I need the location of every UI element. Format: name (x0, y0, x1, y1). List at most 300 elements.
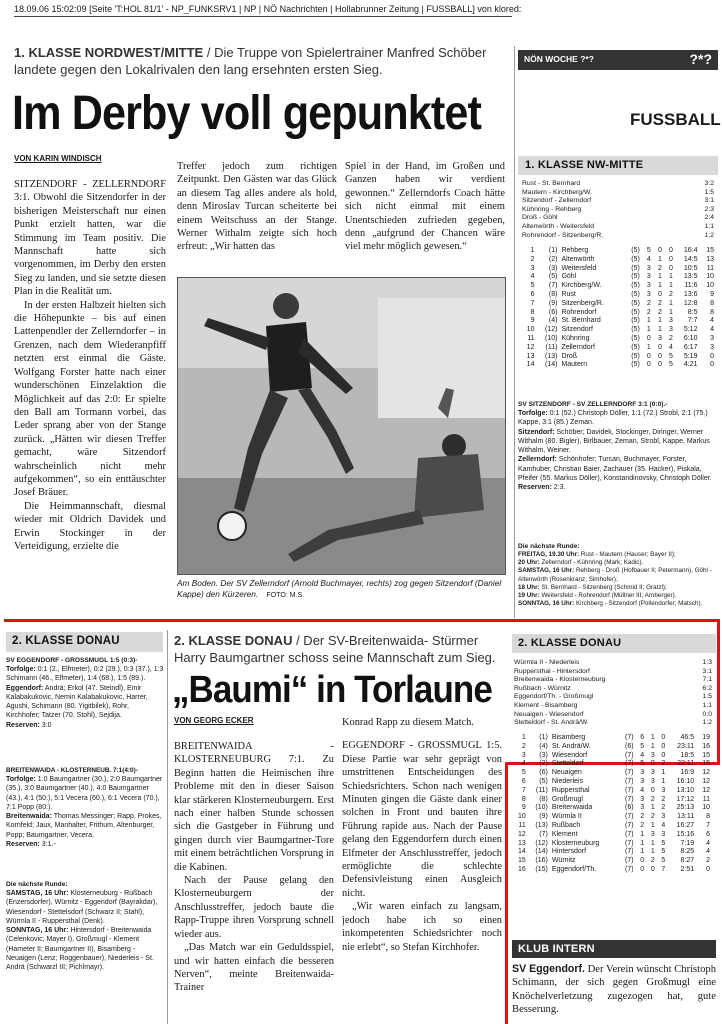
table-cell-team: Niederleis (551, 777, 583, 785)
table-cell-prev-rank: (1) (539, 734, 548, 741)
table-cell-rank: 16 (518, 865, 526, 873)
article1-paragraph-1: SITZENDORF - ZELLERNDORF 3:1. Obwohl die Sitzendorfer in der bisherigen Meisterschaft nur einen Punkt erzielt hatten, war die Stimmung im Team positiv. Die Mannschaft hatte sich vorgenommen, im Derby den ersten Sieg zu landen, und sie setzte diesen Plan in die Realität um. (14, 179, 166, 298)
table-cell-games: (7) (625, 839, 634, 847)
table-cell-draws: 0 (657, 361, 662, 369)
table-row (520, 247, 716, 256)
table-row (520, 291, 716, 300)
table-cell-prev-rank: (3) (548, 264, 558, 272)
table-cell-team: Ruppersthal (551, 786, 590, 794)
table-cell-team: Mautern (561, 361, 588, 369)
table-cell-games: (7) (625, 777, 634, 785)
article1-column-2 (177, 160, 337, 268)
table-cell-wins: 1 (646, 317, 651, 325)
table-cell-wins: 1 (640, 830, 645, 838)
table-cell-prev-rank: (10) (544, 334, 558, 342)
table-cell-losses: 1 (661, 777, 666, 785)
info-line-text: 0:1 (52.) Christoph Döller, 1:1 (72.) Strobl, 2:1 (75.) Kappe, 3:1 (85.) Zeman. (518, 410, 708, 427)
table-cell-points: 4 (710, 317, 714, 325)
leftbox2-head2: BREITENWAIDA - KLOSTERNEUB. 7:1(4:0)- (6, 767, 138, 774)
table-cell-games: (7) (625, 865, 634, 873)
table-cell-goals: 7:7 (687, 317, 698, 325)
result-row (514, 711, 712, 720)
table-cell-prev-rank: (12) (535, 839, 548, 847)
table-cell-draws: 0 (657, 343, 662, 351)
table-cell-draws: 3 (650, 769, 655, 777)
table-cell-team: Rehberg (561, 247, 589, 254)
table-cell-goals: 18:5 (680, 751, 695, 759)
result-match: Sitzendorf - Zellerndorf (522, 197, 592, 205)
table-cell-games: (5) (631, 282, 640, 290)
table-cell-goals: 10:5 (683, 264, 698, 272)
table-cell-losses: 0 (668, 264, 673, 272)
table-row (520, 265, 716, 274)
table-cell-team: Kirchberg/W. (561, 282, 602, 290)
table-cell-games: (7) (625, 848, 634, 856)
table-cell-rank: 11 (518, 821, 526, 829)
result-match: Mautern - Kirchberg/W. (522, 188, 592, 196)
table-cell-games: (5) (631, 334, 640, 342)
table-cell-losses: 3 (668, 326, 673, 334)
result-match: Rust - St. Bernhard (522, 180, 581, 187)
leftbox2-next-round (6, 880, 164, 973)
result-score: 1:2 (704, 231, 714, 239)
table-cell-prev-rank: (9) (548, 299, 558, 307)
table-cell-rank: 12 (518, 830, 526, 838)
table-cell-points: 8 (710, 299, 714, 307)
table-cell-draws: 0 (650, 865, 655, 873)
table-cell-team: Wiesendorf (551, 751, 588, 759)
article1-column-1 (14, 178, 166, 596)
klub-intern-text (512, 963, 716, 1017)
table-cell-losses: 0 (661, 751, 666, 759)
table-cell-points: 13 (706, 255, 714, 263)
match-photo (177, 277, 506, 575)
section-title: FUSSBALL (630, 110, 721, 129)
table-cell-rank: 11 (527, 334, 535, 342)
article1-paragraph-3: Die Heimmannschaft, diesmal wieder mit Oldrich Davidek und Erwin Stockinger in der Verteidigung, erzielte die (14, 500, 166, 552)
info-line-label: Reserven: (6, 721, 40, 729)
table-cell-team: Bisamberg (551, 734, 586, 741)
info-line (518, 409, 716, 428)
table-cell-games: (5) (631, 352, 640, 360)
table-cell-goals: 46:5 (680, 734, 695, 741)
result-score: 3:1 (704, 197, 714, 205)
info-line-text: Zellerndorf - Kühnring (Mark; Kadic). (539, 559, 644, 567)
table-cell-goals: 16:9 (680, 769, 695, 777)
article1-column-3 (345, 160, 505, 268)
result-score: 7:1 (702, 676, 712, 684)
table-row (512, 743, 712, 752)
table-cell-goals: 5:12 (683, 326, 698, 334)
table-cell-prev-rank: (2) (539, 760, 548, 768)
table-cell-draws: 2 (657, 308, 662, 316)
info-line-label: Torfolge: (518, 410, 548, 417)
table-cell-draws: 0 (650, 786, 655, 794)
table-row (520, 326, 716, 335)
table-cell-wins: 1 (646, 343, 651, 351)
article1-paragraph-2: In der ersten Halbzeit hielten sich die Höhepunkte – bis auf einen Lattenpendler der Zellerndorfer – in Grenzen, nach dem Wiederanpfiff netzten erst einmal die Gäste. Wolfgang Forster hatte nach einer wunderschönen Einzelaktion die Möglichkeit auf das 2:0: Er spielte den Ball am Tormann vorbei, das Leder sprang aber von der Stange zurück. „Hätten wir diesen Treffer gemacht, wäre Sitzendorf wahrscheinlich nicht mehr aufgekommen“, so ein enttäuschter Josef Bräuer. (14, 299, 166, 499)
table-cell-rank: 3 (530, 264, 535, 272)
info-line (6, 812, 164, 840)
table-cell-wins: 3 (640, 795, 645, 803)
table-cell-draws: 1 (657, 255, 662, 263)
info-line (6, 840, 164, 849)
info-line (6, 721, 164, 730)
red-frame-top (4, 619, 720, 622)
table-cell-prev-rank: (14) (544, 361, 558, 369)
table-cell-team: Göhl (561, 273, 577, 281)
table-cell-wins: 0 (646, 334, 651, 342)
table-cell-team: Stetteldorf (551, 760, 584, 768)
table-cell-team: St. Andrä/W. (551, 742, 591, 750)
table-cell-wins: 0 (640, 857, 645, 865)
print-info-line: 18.09.06 15:02:09 [Seite 'T:HOL 81/1' - NP_FUNKSRV1 | NP | NÖ Nachrichten | Hollabrunner Zeitung | FUSSBALL] von klored: (14, 4, 522, 14)
info-line-text: Schöber; Davidek, Stockinger, Diringer, Werner Withalm (80. Bigler), Birlbauer, Zeman, Strobl, Kappe, Markus Withalm, Weiner. (518, 428, 710, 455)
table-cell-wins: 1 (640, 848, 645, 856)
table-cell-points: 12 (702, 777, 710, 785)
table-cell-prev-rank: (4) (548, 317, 558, 325)
table-cell-losses: 4 (668, 343, 673, 351)
table-row (520, 256, 716, 265)
table-cell-prev-rank: (14) (535, 848, 548, 856)
article2-paragraph-2: Nach der Pause gelang den Klosterneuburgern der Anschlusstreffer, jedoch baute die Rapp-Truppe ihren Vorsprung schnell wieder aus. (174, 875, 334, 940)
table-cell-prev-rank: (11) (535, 786, 548, 794)
result-row (522, 206, 714, 215)
sidebar1-divider (514, 46, 515, 618)
table-cell-rank: 9 (521, 804, 526, 812)
table-cell-points: 12 (702, 786, 710, 794)
leftbox2-title: 2. KLASSE DONAU (12, 635, 120, 647)
info-line-text: 3:1.- (39, 841, 56, 849)
table-cell-games: (5) (631, 361, 640, 369)
table-cell-draws: 2 (650, 813, 655, 821)
table-cell-prev-rank: (9) (539, 813, 548, 821)
table-cell-team: Weitersfeld (561, 264, 597, 272)
table-cell-goals: 7:19 (680, 839, 695, 847)
table-cell-wins: 3 (640, 804, 645, 812)
table-cell-goals: 16:27 (676, 821, 695, 829)
result-score: 6:2 (702, 684, 712, 692)
table-cell-rank: 8 (530, 308, 535, 316)
top-rule (14, 16, 512, 17)
leftbox2-lines1 (6, 665, 164, 730)
info-line-text: 1:0 Baumgartner (30.), 2:0 Baumgartner (35.), 3:0 Baumgartner (40.), 4:0 Baumgartner (43.), 4:1 (50.), 5:1 Vecera (60.), 6:1 Vecera (70.), 7:1 Popp (80.). (6, 776, 163, 811)
photo-caption (177, 578, 504, 601)
table-row (512, 857, 712, 866)
table-cell-prev-rank: (5) (539, 777, 548, 785)
table-cell-goals: 16:4 (683, 247, 698, 254)
info-line (518, 455, 716, 483)
leftbox2-lines2 (6, 775, 164, 849)
info-line-label: SAMSTAG, 16 Uhr: (518, 567, 575, 575)
table-cell-games: (7) (625, 795, 634, 803)
table-cell-wins: 5 (646, 247, 651, 254)
league2-bar (512, 634, 716, 653)
red-frame-inner (505, 762, 508, 1024)
table-row (512, 840, 712, 849)
article1-byline: VON KARIN WINDISCH (14, 154, 102, 163)
table-cell-rank: 3 (521, 751, 526, 759)
result-match: Eggendorf/Th. - Großmugl (514, 693, 594, 701)
table-cell-points: 4 (706, 848, 710, 856)
noen-woche-label: NÖN WOCHE ?*? (524, 54, 594, 64)
table-cell-rank: 9 (530, 317, 535, 325)
info-line (518, 559, 716, 567)
article1-kicker (14, 44, 508, 78)
table-cell-prev-rank: (12) (544, 326, 558, 334)
league1-next-lines (518, 551, 716, 608)
result-row (514, 719, 712, 728)
table-row (512, 813, 712, 822)
table-row (512, 804, 712, 813)
table-cell-games: (7) (625, 760, 634, 768)
table-cell-losses: 3 (661, 813, 666, 821)
table-cell-goals: 12:8 (683, 299, 698, 307)
table-cell-rank: 15 (518, 857, 526, 865)
table-cell-losses: 5 (668, 361, 673, 369)
info-line-label: SONNTAG, 16 Uhr: (6, 927, 69, 935)
table-cell-draws: 2 (650, 857, 655, 865)
table-cell-draws: 1 (657, 273, 662, 281)
table-cell-points: 3 (710, 334, 714, 342)
info-line-text: Rust - Mautern (Hauser; Bayer II); (579, 551, 676, 558)
result-match: Neuaigen - Wiesendorf (514, 710, 584, 718)
klub-intern-body: Der Verein wünscht Christoph Schimann, der sich gegen Großmugl eine Knöchelverletzung zugezogen hat, gute Besserung. (512, 964, 717, 1016)
league1-match-report (518, 400, 716, 493)
result-match: Würmla II - Niederleis (514, 659, 580, 666)
table-cell-draws: 1 (657, 326, 662, 334)
table-cell-points: 6 (706, 830, 710, 838)
table-row (512, 796, 712, 805)
table-row (512, 734, 712, 743)
table-cell-points: 10 (706, 282, 714, 290)
table-cell-losses: 3 (661, 786, 666, 794)
table-cell-losses: 5 (661, 857, 666, 865)
table-cell-wins: 4 (646, 255, 651, 263)
table-cell-games: (6) (625, 742, 634, 750)
result-row (522, 214, 714, 223)
table-cell-prev-rank: (2) (548, 255, 558, 263)
red-frame-right (717, 619, 720, 764)
article2-kicker-text: / Der SV-Breitenwaida- Stürmer Harry Baumgartner schoss seine Mannschaft zum Sieg. (174, 633, 496, 665)
result-score: 1:3 (702, 659, 712, 666)
article2-paragraph-4: EGGENDORF - GROSSMUGL 1:5. Diese Partie war sehr geprägt von umstrittenen Entscheidungen des Schiedsrichters. Schon nach wenigen Minuten gingen die Gäste dank einer solchen in Front und bauten ihre Führung rapide aus. Nach der Pause gelang den Eggendorfern durch einen Elfmeter der Anschlusstreffer, jedoch ermöglichte die schlechte Defensivleistung einen Ausgleich nicht. (342, 740, 502, 899)
info-line-text: Andrä; Erkol (47. Steindl), Emir Kalabakukovic, Nemin Kalabakukovic, Harrer, Agushi, Schimann (80. Yigitbilek), Rohr, Kirchhofer; Tatzer (70. Stohl), Sejdija. (6, 684, 148, 720)
info-line-label: Torfolge: (6, 666, 36, 673)
result-match: Altenwörth - Weitersfeld (522, 222, 595, 230)
info-line-label: Zellerndorf: (518, 456, 557, 464)
table-cell-rank: 14 (526, 361, 535, 369)
table-cell-wins: 2 (646, 299, 651, 307)
league1-results (522, 180, 714, 240)
table-cell-goals: 22:11 (677, 760, 695, 768)
league2-standings-table (512, 734, 712, 875)
table-cell-team: Rohrendorf (561, 308, 597, 316)
table-cell-prev-rank: (15) (535, 865, 548, 873)
info-line-text: Schönhofer; Turcan, Buchmayer, Forster, Kamhuber, Christian Baier, Zachauer (35. Hacker), Piskala, Pfeifer (55. Markus Döller), Konstandinovsky, Christoph Döller. (518, 456, 712, 483)
table-cell-team: Breitenwaida (551, 804, 593, 812)
info-line-label: 20 Uhr: (518, 559, 540, 567)
table-cell-goals: 13:10 (676, 786, 695, 794)
info-line-text: 3:0 (39, 721, 52, 729)
table-cell-rank: 13 (518, 839, 526, 847)
table-row (512, 822, 712, 831)
table-cell-losses: 2 (668, 290, 673, 298)
table-cell-team: Klement (551, 830, 578, 838)
result-match: Breitenwaida - Klosterneuburg (514, 676, 606, 684)
result-row (514, 659, 712, 668)
table-cell-team: Rust (561, 290, 576, 298)
article1-kicker-text: / Die Truppe von Spielertrainer Manfred Schöber landete gegen den Lokalrivalen den lang ersehnten ersten Sieg. (14, 45, 487, 77)
table-row (512, 752, 712, 761)
table-cell-wins: 3 (646, 290, 651, 298)
table-row (512, 848, 712, 857)
leftbox2-divider (167, 630, 168, 1024)
table-cell-losses: 1 (668, 308, 673, 316)
result-score: 2:3 (704, 205, 714, 213)
table-cell-rank: 4 (521, 760, 526, 768)
table-cell-points: 15 (702, 751, 710, 759)
table-row (512, 769, 712, 778)
table-cell-prev-rank: (7) (539, 830, 548, 838)
table-cell-team: Eggendorf/Th. (551, 865, 597, 873)
info-line-label: Reserven: (518, 484, 552, 492)
table-cell-team: Droß (561, 352, 577, 360)
result-match: Ruppersthal - Hintersdorf (514, 667, 590, 675)
table-cell-rank: 1 (521, 734, 526, 741)
result-row (522, 180, 714, 189)
table-cell-prev-rank: (6) (548, 308, 558, 316)
result-match: Rußbach - Würnitz (514, 684, 571, 692)
table-cell-draws: 3 (650, 830, 655, 838)
article1-column-2-text: Treffer jedoch zum richtigen Zeitpunkt. Den Gästen war das Glück an diesem Tag alles andere als hold, denn Miroslav Turcan scheiterte bei einem Weitschuss an der Stange. Werner Withalm zeigte sich hoch erfreut: „Wir hatten das (177, 161, 337, 253)
noen-woche-bar (518, 50, 718, 70)
leftbox2-bar (6, 632, 163, 652)
table-cell-wins: 1 (646, 326, 651, 334)
table-cell-prev-rank: (13) (535, 821, 548, 829)
table-cell-goals: 8:5 (687, 308, 698, 316)
table-row (512, 831, 712, 840)
result-match: Kühnring - Rehberg (522, 205, 582, 213)
table-cell-prev-rank: (3) (539, 751, 548, 759)
table-cell-wins: 5 (640, 742, 645, 750)
info-line-label: SONNTAG, 16 Uhr: (518, 600, 575, 608)
result-row (514, 693, 712, 702)
result-score: 3:1 (702, 667, 712, 675)
league1-next-round (518, 542, 716, 608)
table-cell-team: St. Bernhard (561, 317, 601, 325)
info-line-text: Thomas Messinger; Rapp, Prokes, Kornfeld; Jaux, Manhalter, Frithum, Altenburger, Popp; Baumgartner, Vecera. (6, 813, 162, 839)
article2-kicker-label: 2. KLASSE DONAU (174, 633, 293, 648)
table-cell-points: 11 (706, 264, 714, 272)
table-row (512, 760, 712, 769)
info-line (6, 926, 164, 972)
table-cell-draws: 1 (650, 848, 655, 856)
article1-column-3-text: Spiel in der Hand, im Großen und Ganzen haben wir verdient gewonnen.“ Zellerndorfs Coach hätte sich nicht einmal mit einem Unentschieden zufrieden gegeben, denn „aufgrund der Chancen wäre viel mehr möglich gewesen.“ (345, 161, 505, 253)
table-cell-wins: 6 (640, 734, 645, 741)
result-score: 1:5 (702, 693, 712, 701)
info-line-label: Sitzendorf: (518, 428, 555, 436)
table-cell-team: Großmugl (551, 795, 583, 803)
table-row (520, 309, 716, 318)
table-cell-losses: 1 (668, 282, 673, 290)
table-cell-games: (5) (631, 326, 640, 334)
table-cell-games: (7) (625, 734, 634, 741)
info-line (6, 684, 164, 721)
table-cell-games: (5) (631, 299, 640, 307)
table-cell-prev-rank: (4) (539, 742, 548, 750)
table-row (512, 778, 712, 787)
result-score: 1:1 (704, 222, 714, 230)
info-line (518, 584, 716, 592)
table-cell-points: 0 (710, 361, 714, 369)
table-cell-wins: 1 (640, 839, 645, 847)
klub-intern-title: KLUB INTERN (518, 943, 595, 955)
noen-woche-marks: ?*? (689, 51, 712, 67)
table-cell-team: Zellerndorf (561, 343, 595, 351)
table-cell-wins: 0 (646, 361, 651, 369)
table-cell-wins: 0 (640, 865, 645, 873)
table-cell-team: Neuaigen (551, 769, 582, 777)
table-row (520, 361, 716, 370)
table-cell-draws: 0 (657, 352, 662, 360)
table-cell-rank: 10 (526, 326, 535, 334)
table-cell-points: 15 (706, 247, 714, 254)
info-line (518, 483, 716, 492)
table-cell-goals: 6:17 (683, 343, 698, 351)
article2-byline: VON GEORG ECKER (174, 716, 254, 725)
table-cell-rank: 2 (530, 255, 535, 263)
table-cell-losses: 1 (668, 299, 673, 307)
info-line (6, 665, 164, 684)
table-cell-prev-rank: (8) (539, 795, 548, 803)
table-cell-prev-rank: (7) (548, 282, 558, 290)
info-line (6, 775, 164, 812)
table-cell-team: Kühnring (561, 334, 590, 342)
table-cell-team: Rußbach (551, 821, 581, 829)
article2-column-1 (174, 740, 334, 1024)
table-cell-losses: 3 (668, 317, 673, 325)
info-line-label: 18 Uhr: (518, 583, 540, 591)
table-cell-team: Würnitz (551, 857, 576, 865)
table-cell-wins: 3 (640, 769, 645, 777)
klub-intern-bar (512, 940, 716, 958)
table-cell-games: (7) (625, 786, 634, 794)
leftbox2-report2 (6, 766, 164, 849)
table-row (520, 273, 716, 282)
table-cell-games: (7) (625, 769, 634, 777)
table-cell-points: 4 (710, 326, 714, 334)
table-row (520, 282, 716, 291)
info-line (6, 889, 164, 926)
table-cell-draws: 0 (657, 290, 662, 298)
info-line-text: Weitersfeld - Rohrendorf (Müllner III; Arnberger). (539, 592, 677, 600)
article1-headline: Im Derby voll gepunktet (12, 87, 481, 140)
table-cell-goals: 13:5 (683, 273, 698, 281)
table-cell-points: 2 (706, 857, 710, 865)
table-cell-rank: 6 (521, 777, 526, 785)
table-row (520, 317, 716, 326)
table-cell-games: (5) (631, 247, 640, 254)
table-cell-rank: 2 (521, 742, 526, 750)
table-cell-team: Hintersdorf (551, 848, 587, 856)
article2-paragraph-1: BREITENWAIDA - KLOSTERNEUBURG 7:1. Zu Beginn hatten die Heimischen ihre Probleme mit den in dieser Saison klar stärkeren Klosterneuburgern. Erst nach einer halben Stunde schossen sich die Gastgeber in Führung und gingen durch vier Baumgartner-Tore mit einem beträchtlichen Vorsprung in die Kabinen. (174, 741, 334, 873)
table-cell-games: (7) (625, 751, 634, 759)
info-line-text: St. Bernhard - Sitzenberg (Schmid II; Gratzl); (539, 583, 667, 591)
league1-match-head: SV SITZENDORF - SV ZELLERNDORF 3:1 (0:0).- (518, 401, 668, 408)
table-cell-rank: 10 (518, 813, 526, 821)
info-line-text: Kirchberg - Sitzendorf (Pollendorfer; Matsch). (574, 600, 703, 608)
